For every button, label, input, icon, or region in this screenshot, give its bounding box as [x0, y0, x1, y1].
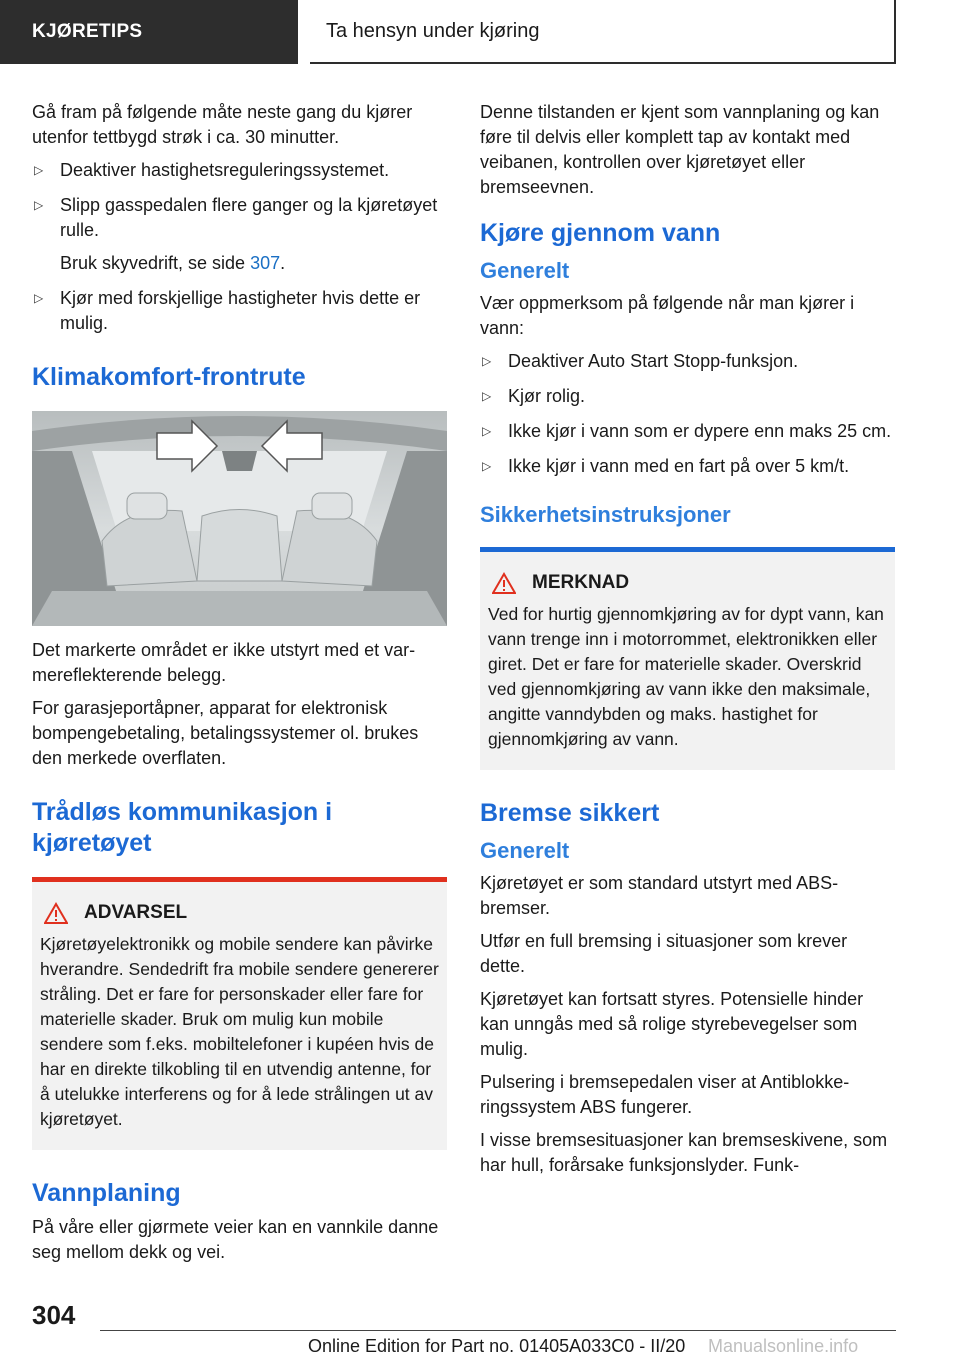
warning-text: Kjøretøyelektronikk og mobile sendere kan påvirke hverandre. Sendedrift fra mobile sendere genererer stråling. Det er fare for personskader eller fare for materielle skader. Bruk om mulig kun mobile sendere som f.eks. mobiltelefoner i kupéen hvis de har en direkte tilkobling til en utvendig antenne, for å utelukke interferens og for å lede strålingen ut av kjøretøyet. [40, 934, 439, 1129]
warning-title [40, 902, 439, 924]
right-column [480, 100, 895, 1186]
warning-triangle-icon [44, 902, 68, 924]
step-note: Bruk skyvedrift, se side 307. [60, 253, 286, 273]
triangle-bullet-icon: ▷ [482, 354, 492, 368]
page-number: 304 [32, 1300, 76, 1330]
list-item: ▷ Ikke kjør i vann som er dypere enn maks 25 cm. [480, 419, 895, 444]
heading-sikkerhetsinstruksjoner: Sikkerhetsinstruksjoner [480, 502, 731, 527]
watermark: Manualsonline.info [708, 1336, 859, 1356]
klima-paragraph-2: For garasjeportåpner, apparat for elektronisk bompengebetaling, betalingssystemer ol. brukes den merkede overflaten. [32, 698, 419, 768]
vann-paragraph: På våre eller gjørmete veier kan en vannkile danne seg mellom dekk og vei. [32, 1217, 439, 1262]
left-column [32, 100, 447, 1273]
brake-paragraph-4: Pulsering i bremsepedalen viser at Antiblokkeringssystem ABS fungerer. [480, 1072, 850, 1117]
list-item: ▷ Deaktiver hastighetsreguleringssystemet. [32, 158, 447, 183]
footer-divider [100, 1330, 896, 1331]
klima-paragraph-1: Det markerte området er ikke utstyrt med et varmereflekterende belegg. [32, 640, 416, 685]
page-header [310, 0, 896, 64]
brake-paragraph-2: Utfør en full bremsing i situasjoner som krever dette. [480, 931, 848, 976]
section-label: KJØRETIPS [32, 21, 143, 42]
steps-list [32, 158, 447, 336]
header-title: Ta hensyn under kjøring [326, 19, 540, 42]
footer-edition: Online Edition for Part no. 01405A033C0 - II/20 [308, 1336, 686, 1356]
hydroplaning-paragraph: Denne tilstanden er kjent som vannplaning og kan føre til delvis eller komplett tap av kontakt med veibanen, kontrollen over kjøretøyet eller bremseevnen. [480, 102, 880, 197]
list-item: ▷ Deaktiver Auto Start Stopp-funksjon. [480, 349, 895, 374]
generelt-paragraph: Vær oppmerksom på følgende når man kjører i vann: [480, 293, 855, 338]
heading-generelt-bremse: Generelt [480, 838, 570, 863]
brake-paragraph-3: Kjøretøyet kan fortsatt styres. Potensielle hinder kan unngås med så rolige styrebevegelser som mulig. [480, 989, 864, 1059]
heading-generelt: Generelt [480, 258, 570, 283]
triangle-bullet-icon: ▷ [482, 389, 492, 403]
notice-text: Ved for hurtig gjennomkjøring av for dypt vann, kan vann trenge inn i motorrommet, elektronikken eller giret. Det er fare for materielle skader. Overskrid ved gjennomkjøring av vann ikke den maksimale, angitte vanndybden og maks. hastighet for gjennomkjøring av vann. [488, 604, 884, 749]
brake-paragraph-1: Kjøretøyet er som standard utstyrt med ABS-bremser. [480, 873, 839, 918]
warning-label: ADVARSEL [84, 902, 188, 923]
warning-box [32, 877, 447, 1150]
section-tab [0, 0, 298, 64]
triangle-bullet-icon: ▷ [482, 424, 492, 438]
brake-paragraph-5: I visse bremsesituasjoner kan bremseskivene, som har hull, forårsake funksjonslyder. Funk- [480, 1130, 888, 1175]
triangle-bullet-icon: ▷ [482, 459, 492, 473]
triangle-bullet-icon: ▷ [34, 291, 44, 305]
list-item: ▷ Kjør rolig. [480, 384, 895, 409]
heading-kjore-gjennom-vann: Kjøre gjennom vann [480, 219, 721, 247]
triangle-bullet-icon: ▷ [34, 163, 44, 177]
intro-paragraph: Gå fram på følgende måte neste gang du kjører utenfor tettbygd strøk i ca. 30 minutter. [32, 102, 413, 147]
heading-klimakomfort: Klimakomfort-frontrute [32, 363, 306, 391]
notice-box [480, 547, 895, 770]
windshield-photo [32, 411, 447, 626]
notice-label: MERKNAD [532, 572, 630, 593]
heading-bremse-sikkert: Bremse sikkert [480, 799, 660, 827]
car-interior-illustration [32, 411, 447, 626]
notice-title [488, 572, 887, 594]
page-link[interactable]: 307 [250, 253, 281, 273]
water-rules-list [480, 349, 895, 479]
list-item: ▷ Ikke kjør i vann med en fart på over 5 km/t. [480, 454, 895, 479]
triangle-bullet-icon: ▷ [34, 198, 44, 212]
heading-vannplaning: Vannplaning [32, 1179, 181, 1207]
warning-triangle-icon [492, 572, 516, 594]
heading-wireless: Trådløs kommunikasjon i kjøretøyet [32, 798, 333, 857]
list-item: ▷ Slipp gasspedalen flere ganger og la kjøretøyet rulle. Bruk skyvedrift, se side 307. [32, 193, 447, 276]
list-item: ▷ Kjør med forskjellige hastigheter hvis dette er mulig. [34, 288, 421, 333]
